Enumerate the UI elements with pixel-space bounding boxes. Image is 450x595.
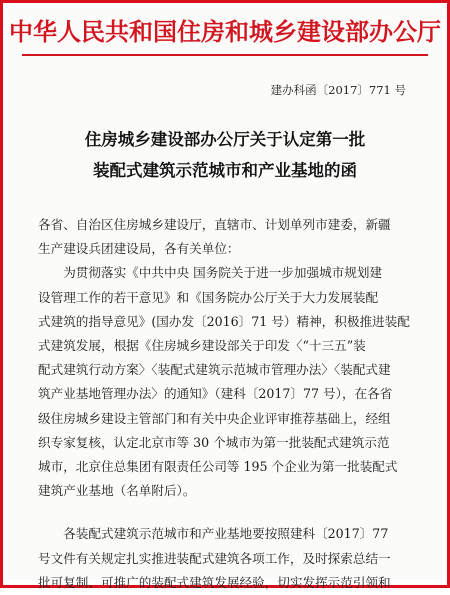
body-line: 设管理工作的若干意见》和《国务院办公厅关于大力发展装配 — [38, 289, 379, 305]
issuing-authority-header: 中华人民共和国住房和城乡建设部办公厅 — [9, 17, 441, 46]
body-line: 式建筑的指导意见》(国办发〔2016〕71 号）精神，积极推进装配 — [38, 313, 410, 329]
document-title-line-1: 住房城乡建设部办公厅关于认定第一批 — [84, 130, 366, 149]
body-line: 批可复制、可推广的装配式建筑发展经验，切实发挥示范引领和 — [38, 574, 391, 590]
body-line: 配式建筑行动方案〉〈装配式建筑示范城市管理办法〉〈装配式建 — [38, 362, 391, 378]
body-line: 级住房城乡建设主管部门和有关中央企业评审推荐基础上，经组 — [38, 410, 391, 426]
body-line: 生产建设兵团建设局，各有关单位： — [38, 241, 240, 257]
body-line: 各装配式建筑示范城市和产业基地要按照建科〔2017〕77 — [38, 526, 389, 542]
body-line: 筑产业基地管理办法〉的通知》（建科〔2017〕77 号），在各省 — [38, 386, 393, 402]
body-line: 各省、自治区住房城乡建设厅，直辖市、计划单列市建委，新疆 — [38, 217, 391, 232]
document-body — [38, 213, 422, 595]
body-line: 城市，北京住总集团有限责任公司等 195 个企业为第一批装配式 — [38, 459, 398, 475]
red-separator-line — [22, 54, 428, 56]
document-page — [8, 8, 442, 590]
body-line: 式建筑发展，根据《住房城乡建设部关于印发〈“十三五”装 — [38, 338, 366, 354]
paragraph-gap — [38, 503, 422, 522]
document-number: 建办科函〔2017〕771 号 — [270, 83, 406, 97]
body-line: 为贯彻落实《中共中央 国务院关于进一步加强城市规划建 — [38, 265, 383, 281]
body-line: 织专家复核，认定北京市等 30 个城市为第一批装配式建筑示范 — [38, 434, 390, 450]
body-line: 建筑产业基地（名单附后）。 — [38, 483, 196, 499]
body-line: 号文件有关规定扎实推进装配式建筑各项工作，及时探索总结一 — [38, 550, 391, 566]
document-title-line-2: 装配式建筑示范城市和产业基地的函 — [93, 161, 357, 180]
